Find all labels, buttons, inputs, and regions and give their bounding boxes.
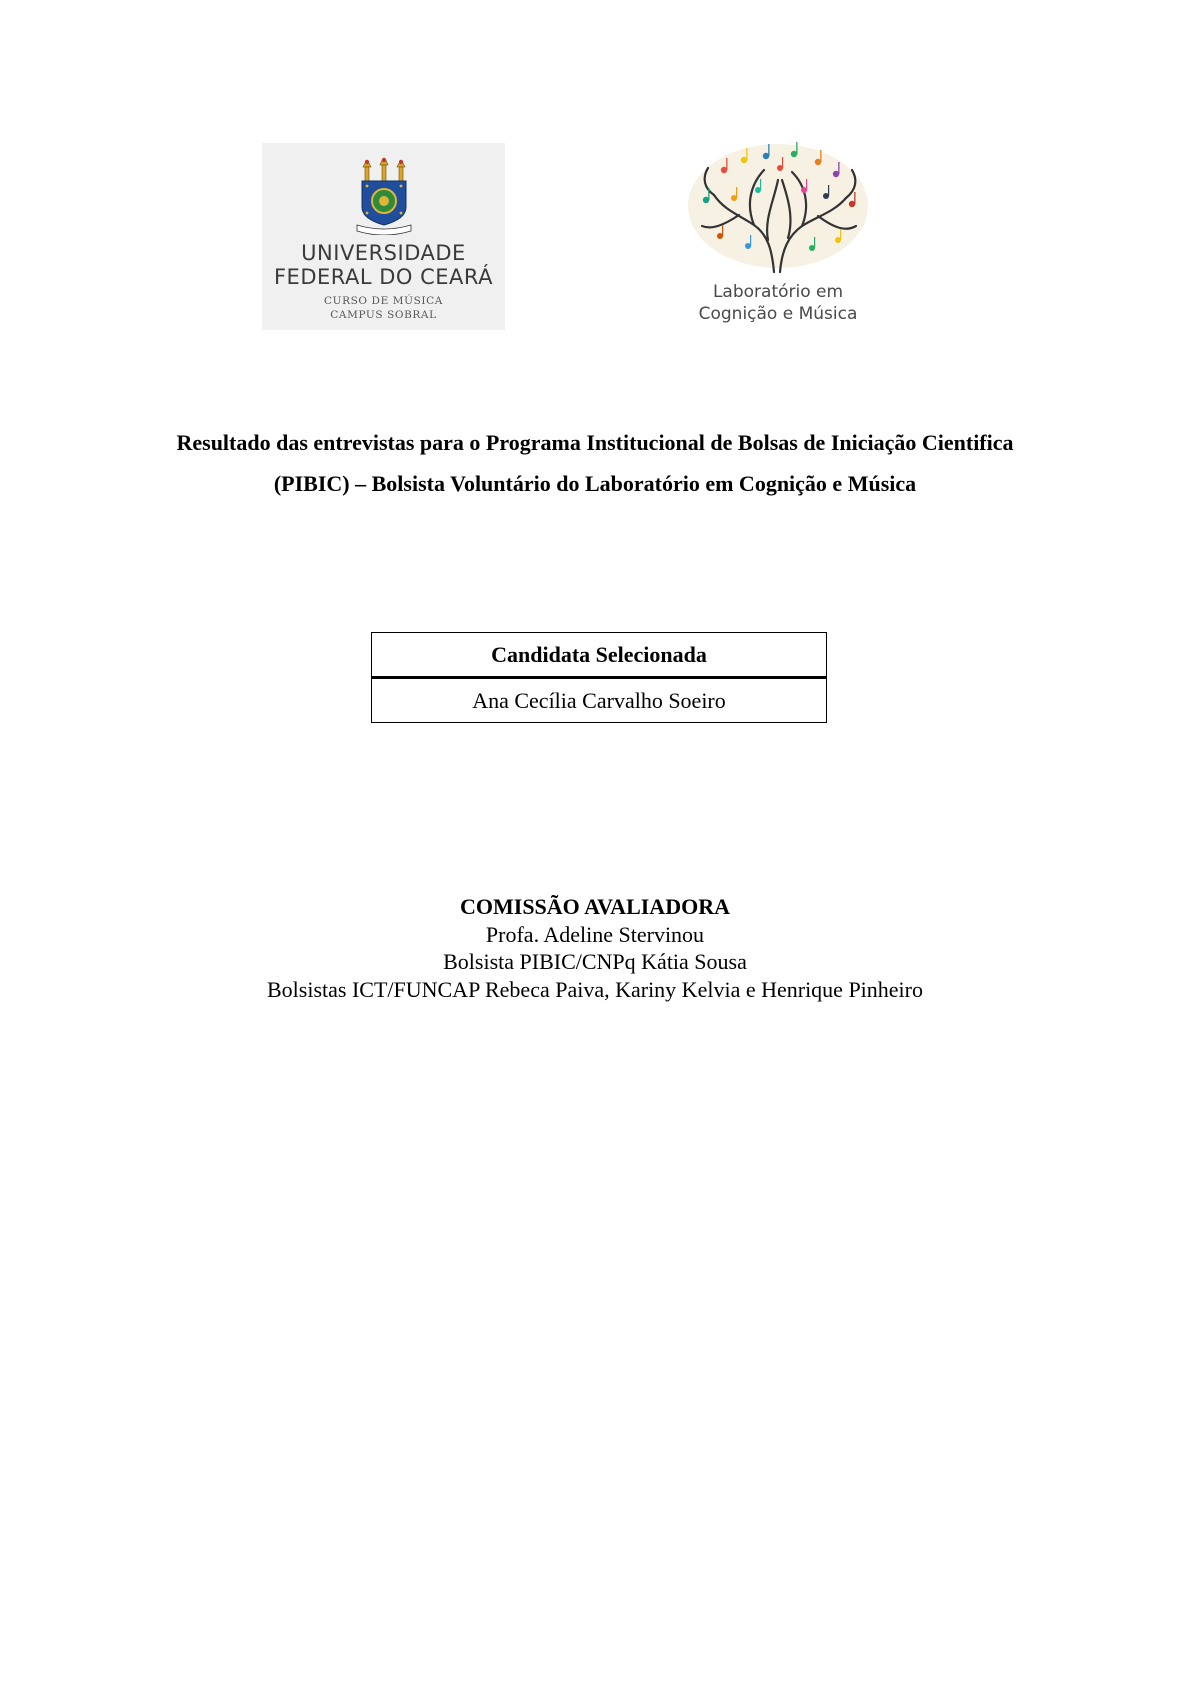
table-header-cell: Candidata Selecionada	[372, 633, 827, 678]
evaluation-committee	[140, 893, 1050, 1003]
table-header-row	[372, 633, 827, 678]
lab-name-line1: Laboratório em	[712, 282, 844, 302]
table-row	[372, 678, 827, 723]
ufc-subtitle-line1: CURSO DE MÚSICA	[324, 295, 443, 307]
ufc-name-line2: FEDERAL DO CEARÁ	[273, 265, 494, 289]
ufc-crest-icon	[355, 153, 413, 235]
committee-member: Bolsistas ICT/FUNCAP Rebeca Paiva, Kariny Kelvia e Henrique Pinheiro	[266, 976, 923, 1002]
document-title: Resultado das entrevistas para o Programa Institucional de Bolsas de Iniciação Cientifica (PIBIC) – Bolsista Voluntário do Laboratório em Cognição e Música	[176, 430, 1014, 496]
committee-heading: COMISSÃO AVALIADORA	[460, 894, 730, 919]
ufc-name-line1: UNIVERSIDADE	[301, 241, 466, 265]
ufc-logo	[262, 143, 505, 330]
selected-candidate-table	[371, 632, 827, 723]
committee-member: Bolsista PIBIC/CNPq Kátia Sousa	[443, 949, 747, 974]
lab-name-line2: Cognição e Música	[698, 304, 858, 324]
lab-logo	[684, 140, 872, 330]
brain-tree-music-icon	[684, 140, 872, 275]
candidate-name-cell: Ana Cecília Carvalho Soeiro	[372, 678, 827, 723]
ufc-subtitle-line2: CAMPUS SOBRAL	[330, 309, 437, 321]
committee-member: Profa. Adeline Stervinou	[485, 921, 705, 947]
